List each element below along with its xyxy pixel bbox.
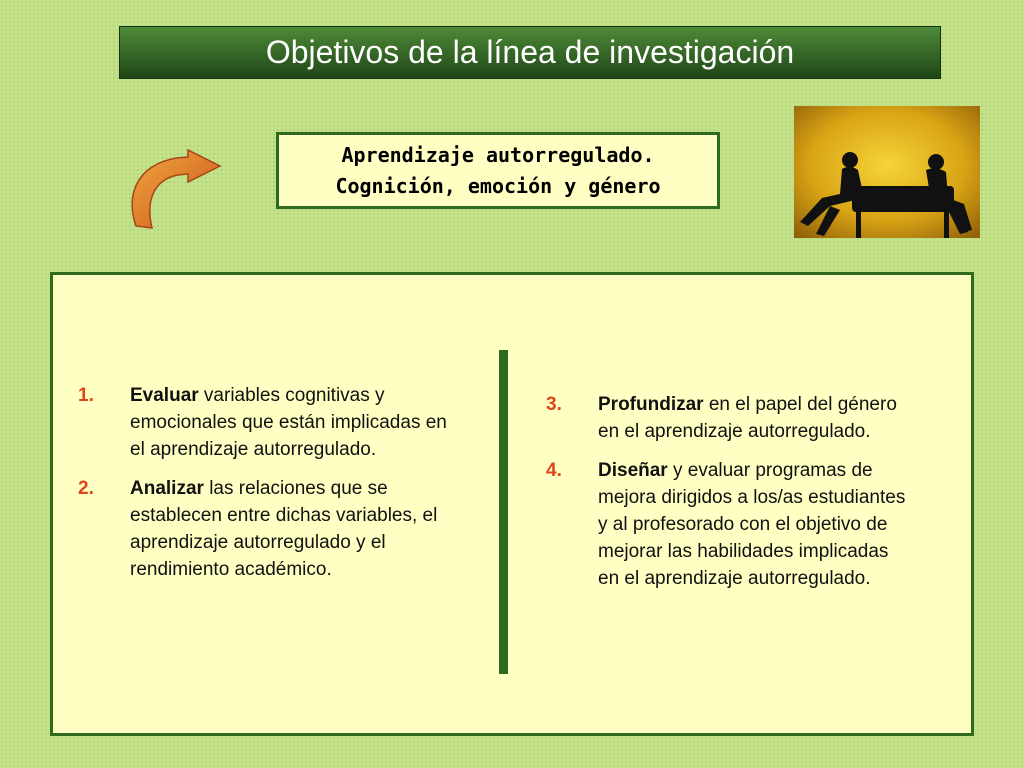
subtitle-line-1: Aprendizaje autorregulado. bbox=[341, 142, 655, 167]
objective-keyword: Evaluar bbox=[130, 385, 199, 406]
objective-item bbox=[78, 475, 458, 583]
objective-number: 4. bbox=[546, 460, 562, 481]
objective-number: 1. bbox=[78, 385, 94, 406]
objective-text bbox=[130, 382, 458, 463]
objectives-column-right bbox=[546, 391, 906, 604]
objective-keyword: Analizar bbox=[130, 478, 204, 499]
objective-item bbox=[78, 382, 458, 463]
column-divider bbox=[499, 350, 508, 674]
objective-number: 2. bbox=[78, 478, 94, 499]
title-bar bbox=[119, 26, 941, 79]
subtitle-line-2: Cognición, emoción y género bbox=[335, 173, 661, 198]
page-title: Objetivos de la línea de investigación bbox=[265, 34, 795, 70]
subtitle-box bbox=[276, 132, 720, 209]
objective-text bbox=[130, 475, 458, 583]
couple-silhouette-image bbox=[794, 106, 980, 238]
curved-arrow-icon bbox=[124, 148, 224, 232]
objective-item bbox=[546, 457, 906, 592]
objective-item bbox=[546, 391, 906, 445]
objective-keyword: Profundizar bbox=[598, 394, 704, 415]
objective-description: variables cognitivas y emocionales que están implicadas en el aprendizaje autorregulado. bbox=[130, 385, 447, 460]
objectives-column-left bbox=[78, 382, 458, 595]
objective-description: y evaluar programas de mejora dirigidos a los/as estudiantes y al profesorado con el objetivo de mejorar las habilidades implicadas en el aprendizaje autorregulado. bbox=[598, 460, 906, 589]
objective-keyword: Diseñar bbox=[598, 460, 668, 481]
objective-text bbox=[598, 457, 906, 592]
objective-description: las relaciones que se establecen entre dichas variables, el aprendizaje autorregulado y el rendimiento académico. bbox=[130, 478, 438, 580]
objective-text bbox=[598, 391, 906, 445]
objective-description: en el papel del género en el aprendizaje autorregulado. bbox=[598, 394, 897, 442]
objective-number: 3. bbox=[546, 394, 562, 415]
